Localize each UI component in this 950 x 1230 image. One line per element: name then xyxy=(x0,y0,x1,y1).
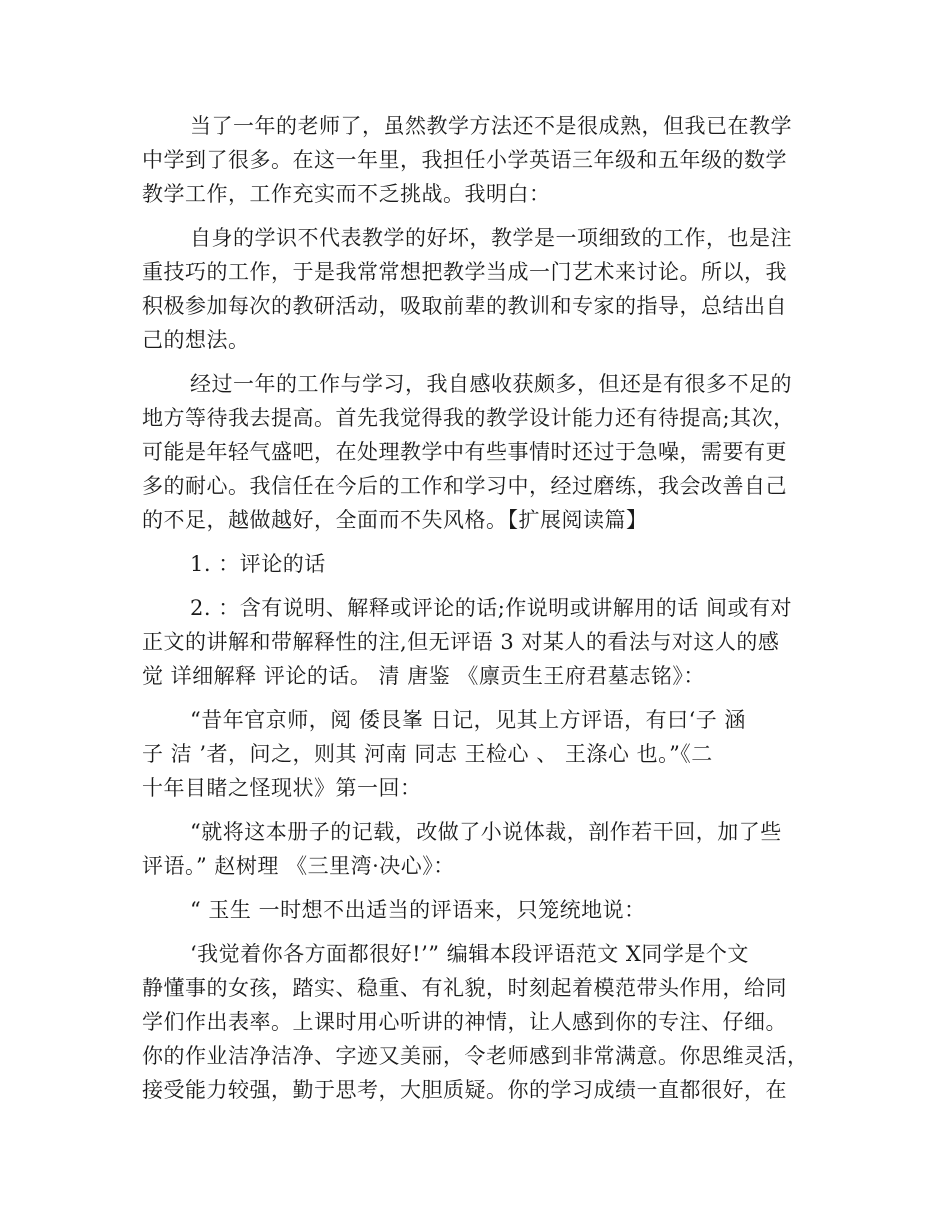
text-line: 学们作出表率。上课时用心听讲的神情，让人感到你的专注、仔细。 xyxy=(142,1010,787,1034)
text-line: 中学到了很多。在这一年里，我担任小学英语三年级和五年级的数学 xyxy=(142,148,787,172)
text-line: 可能是年轻气盛吧，在处理教学中有些事情时还过于急噪，需要有更 xyxy=(142,440,787,464)
text-line: 己的想法。 xyxy=(142,328,250,352)
text-line: “就将这本册子的记载，改做了小说体裁，剖作若干回，加了些 xyxy=(190,820,782,844)
text-line: 你的作业洁净洁净、字迹又美丽，令老师感到非常满意。你思维灵活， xyxy=(142,1044,809,1068)
text-line: 自身的学识不代表教学的好坏，教学是一项细致的工作，也是注 xyxy=(190,226,792,250)
text-line: 2. ：含有说明、解释或评论的话;作说明或讲解用的话 间或有对 xyxy=(190,596,792,620)
text-line: “昔年官京师，阅 倭艮峯 日记，见其上方评语，有曰‘子 涵 xyxy=(190,708,746,732)
text-line: 教学工作，工作充实而不乏挑战。我明白： xyxy=(142,182,551,206)
text-line: “ 玉生 一时想不出适当的评语来，只笼统地说： xyxy=(190,898,646,922)
text-line: 当了一年的老师了，虽然教学方法还不是很成熟，但我已在教学 xyxy=(190,114,792,138)
text-line: 1. ：评论的话 xyxy=(190,552,326,576)
text-line: 的不足，越做越好，全面而不失风格。【扩展阅读篇】 xyxy=(142,508,648,532)
text-line: 重技巧的工作，于是我常常想把教学当成一门艺术来讨论。所以，我 xyxy=(142,260,787,284)
text-line: 评语。” 赵树理 《三里湾·决心》： xyxy=(142,854,455,878)
text-line: 地方等待我去提高。首先我觉得我的教学设计能力还有待提高;其次， xyxy=(142,406,795,430)
text-line: 接受能力较强，勤于思考，大胆质疑。你的学习成绩一直都很好，在 xyxy=(142,1078,787,1102)
text-line: ‘我觉着你各方面都很好!’” 编辑本段评语范文 X同学是个文 xyxy=(190,942,749,966)
text-line: 十年目睹之怪现状》第一回： xyxy=(142,776,422,800)
text-line: 积极参加每次的教研活动，吸取前辈的教训和专家的指导，总结出自 xyxy=(142,294,787,318)
text-line: 多的耐心。我信任在今后的工作和学习中，经过磨练，我会改善自己 xyxy=(142,474,787,498)
text-line: 正文的讲解和带解释性的注,但无评语 3 对某人的看法与对这人的感 xyxy=(142,630,780,654)
text-line: 子 洁 ’者，问之，则其 河南 同志 王检心 、 王涤心 也。”《二 xyxy=(142,742,713,766)
text-line: 经过一年的工作与学习，我自感收获颇多，但还是有很多不足的 xyxy=(190,372,792,396)
text-line: 觉 详细解释 评论的话。 清 唐鉴 《廪贡生王府君墓志铭》： xyxy=(142,664,705,688)
text-line: 静懂事的女孩，踏实、稳重、有礼貌，时刻起着模范带头作用，给同 xyxy=(142,976,787,1000)
